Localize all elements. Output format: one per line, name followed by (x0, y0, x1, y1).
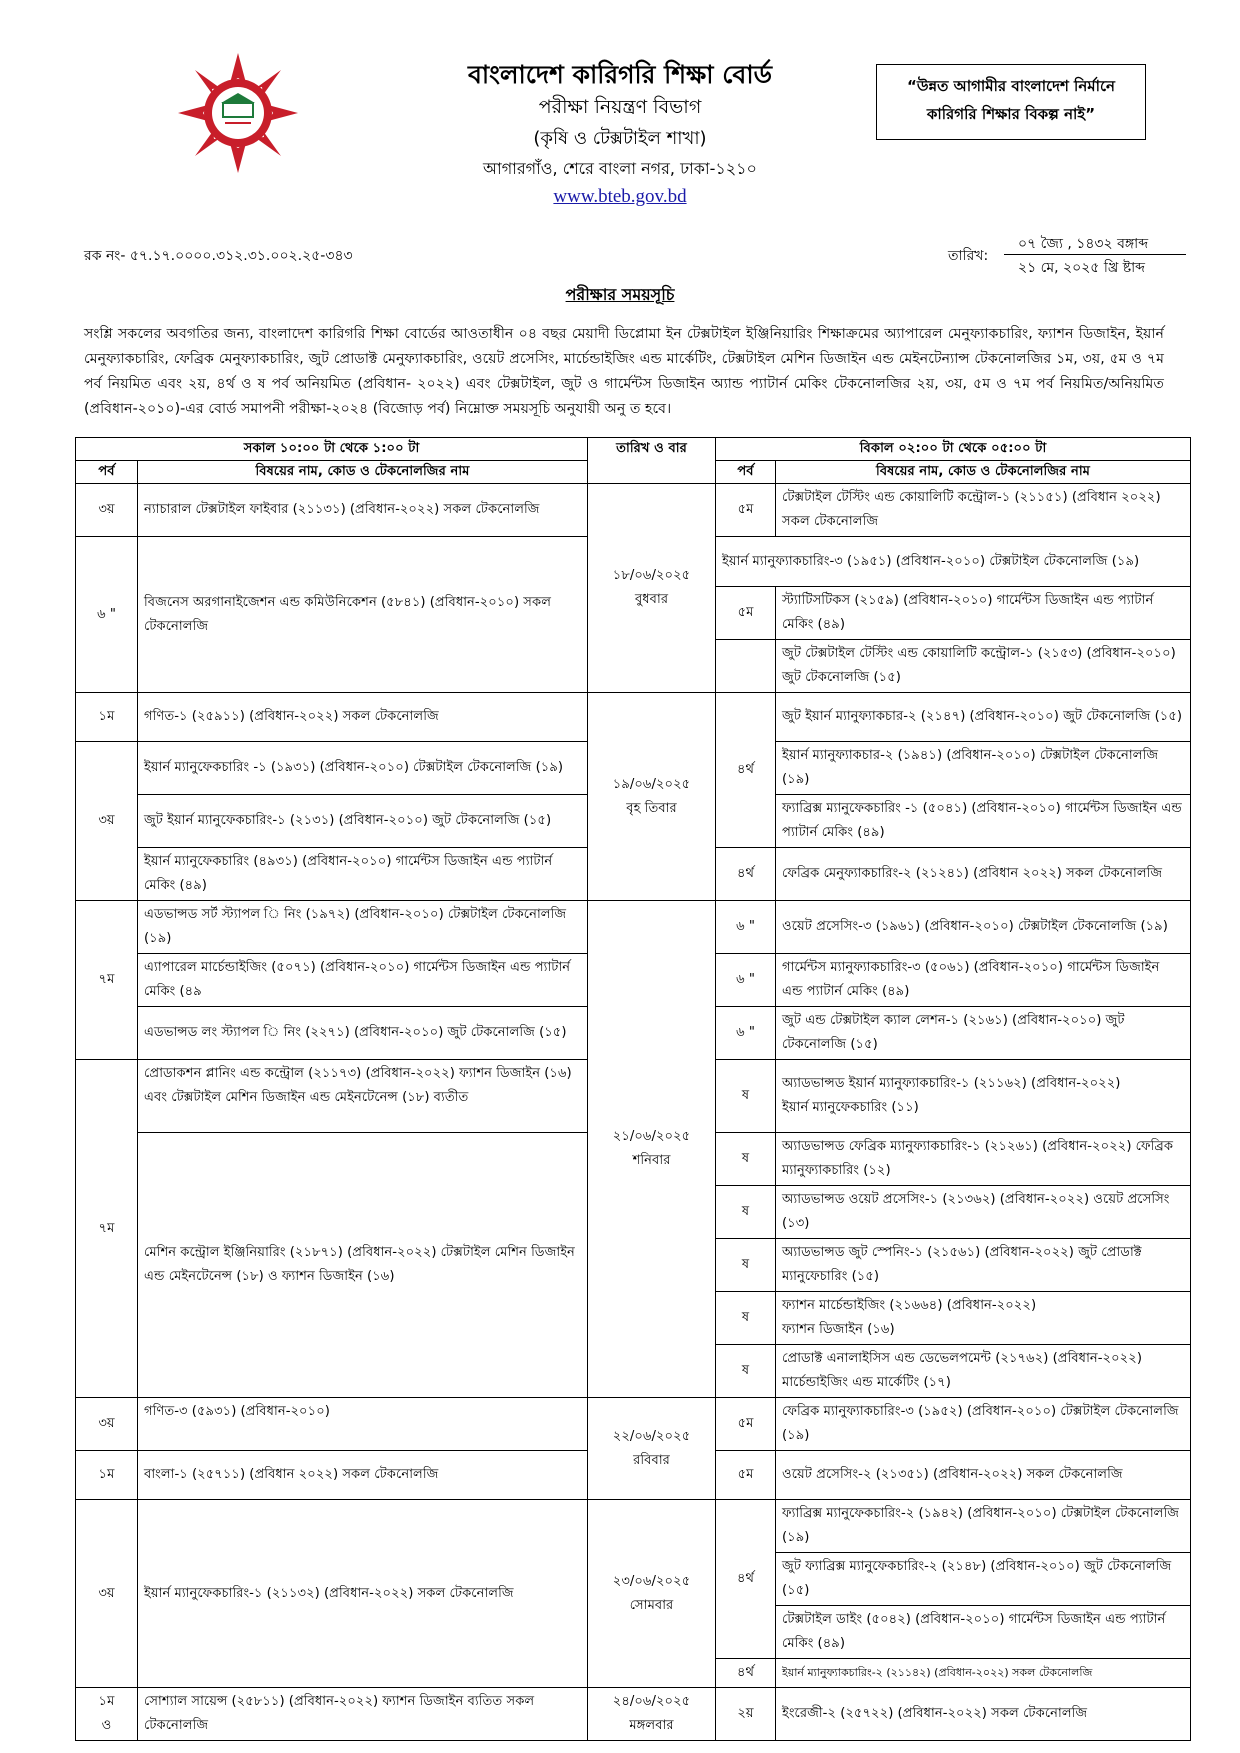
semester-cell: ৬ " (716, 954, 776, 1007)
subject-cell: প্রোডাক্ট এনালাইসিস এন্ড ডেভেলপমেন্ট (২১৭৬২) (প্রবিধান-২০২২) মার্চেন্ডাইজিং এন্ড মার্কেটিং (১৭) (776, 1345, 1191, 1398)
subject-cell: ফ্যাব্রিক্স ম্যানুফেকচারিং-২ (১৯৪২) (প্রবিধান-২০১০) টেক্সটাইল টেকনোলজি (১৯) (776, 1500, 1191, 1553)
date-bangla: ০৭ জ্যৈ , ১৪৩২ বঙ্গাব্দ (1018, 236, 1149, 252)
exam-schedule-table (75, 437, 1191, 1741)
semester-cell: ৪র্থ (716, 1500, 776, 1659)
date-label: তারিখ: (948, 248, 989, 264)
subject-cell: অ্যাডভান্সড জুট স্পেনিং-১ (২১৫৬১) (প্রবিধান-২০২২) জুট প্রোডাক্ট ম্যানুফেচারিং (১৫) (776, 1239, 1191, 1292)
subject-cell: প্রোডাকশন প্লানিং এন্ড কন্ট্রোল (২১১৭৩) (প্রবিধান-২০২২) ফ্যাশন ডিজাইন (১৬) এবং টেক্সটাইল মেশিন ডিজাইন এন্ড মেইনটেনেন্স (১৮) ব্যতীত (138, 1060, 588, 1133)
semester-cell: ষ (716, 1060, 776, 1133)
table-row (76, 484, 1191, 537)
subject-cell: ইয়ার্ন ম্যানুফেকচারিং -১ (১৯৩১) (প্রবিধান-২০১০) টেক্সটাইল টেকনোলজি (১৯) (138, 742, 588, 795)
table-row (76, 1688, 1191, 1741)
subject-cell: গার্মেন্টস ম্যানুফ্যাকচারিং-৩ (৫০৬১) (প্রবিধান-২০১০) গার্মেন্টস ডিজাইন এন্ড প্যাটার্ন মেকিং (৪৯) (776, 954, 1191, 1007)
semester-cell: ৫ম (716, 484, 776, 537)
subject-cell: ওয়েট প্রসেসিং-২ (২১৩৫১) (প্রবিধান-২০২২) সকল টেকনোলজি (776, 1451, 1191, 1500)
date-cell: ১৮/০৬/২০২৫ বুধবার (588, 484, 716, 693)
motto-line-1: “উন্নত আগামীর বাংলাদেশ নির্মানে (907, 77, 1115, 95)
semester-cell: ৫ম (716, 587, 776, 640)
semester-cell: ৫ম (716, 1398, 776, 1451)
subject-cell: টেক্সটাইল টেস্টিং এন্ড কোয়ালিটি কন্ট্রোল-১ (২১১৫১) (প্রবিধান ২০২২) সকল টেকনোলজি (776, 484, 1191, 537)
semester-cell: ১ম (76, 1451, 138, 1500)
branch-name: (কৃষি ও টেক্সটাইল শাখা) (533, 128, 707, 149)
semester-cell: ১ম (76, 693, 138, 742)
semester-cell: ৫ম (716, 1451, 776, 1500)
subject-cell: ফেব্রিক মেনুফ্যাকচারিং-২ (২১২৪১) (প্রবিধান ২০২২) সকল টেকনোলজি (776, 848, 1191, 901)
subject-cell: বিজনেস অরগানাইজেশন এন্ড কমিউনিকেশন (৫৮৪১) (প্রবিধান-২০১০) সকল টেকনোলজি (138, 537, 588, 693)
semester-cell: ৪র্থ (716, 848, 776, 901)
subject-cell: ইয়ার্ন ম্যানুফ্যাকচারিং-৩ (১৯৫১) (প্রবিধান-২০১০) টেক্সটাইল টেকনোলজি (১৯) (716, 537, 1191, 587)
date-divider (1004, 254, 1186, 255)
subject-col-header: বিষয়ের নাম, কোড ও টেকনোলজির নাম (138, 461, 588, 484)
subject-cell: টেক্সটাইল ডাইং (৫০৪২) (প্রবিধান-২০১০) গার্মেন্টস ডিজাইন এন্ড প্যাটার্ন মেকিং (৪৯) (776, 1606, 1191, 1659)
semester-cell: ৩য় (76, 1500, 138, 1688)
semester-cell: ষ (716, 1292, 776, 1345)
motto-box (876, 64, 1146, 140)
subject-cell: এ্যাপারেল মার্চেন্ডাইজিং (৫০৭১) (প্রবিধান-২০১০) গার্মেন্টস ডিজাইন এন্ড প্যাটার্ন মেকিং (৪৯ (138, 954, 588, 1007)
semester-cell: ৪র্থ (716, 1659, 776, 1688)
date-cell: ২৩/০৬/২০২৫ সোমবার (588, 1500, 716, 1688)
date-cell: ২২/০৬/২০২৫ রবিবার (588, 1398, 716, 1500)
subject-cell: অ্যাডভান্সড ইয়ার্ন ম্যানুফ্যাকচারিং-১ (২১১৬২) (প্রবিধান-২০২২) ইয়ার্ন ম্যানুফেকচারিং (১১) (776, 1060, 1191, 1133)
semester-cell: ষ (716, 1345, 776, 1398)
subject-cell: অ্যাডভান্সড ওয়েট প্রসেসিং-১ (২১৩৬২) (প্রবিধান-২০২২) ওয়েট প্রসেসিং (১৩) (776, 1186, 1191, 1239)
division-name: পরীক্ষা নিয়ন্ত্রণ বিভাগ (538, 96, 702, 118)
subject-cell: জুট এন্ড টেক্সটাইল ক্যাল লেশন-১ (২১৬১) (প্রবিধান-২০১০) জুট টেকনোলজি (১৫) (776, 1007, 1191, 1060)
subject-cell: অ্যাডভান্সড ফেব্রিক ম্যানুফ্যাকচারিং-১ (২১২৬১) (প্রবিধান-২০২২) ফেব্রিক ম্যানুফ্যাকচারিং (১২) (776, 1133, 1191, 1186)
memo-number: রক নং- ৫৭.১৭.০০০০.৩১২.৩১.০০২.২৫-৩৪৩ (84, 248, 353, 264)
date-header: তারিখ ও বার (588, 438, 716, 484)
subject-cell: জুট ইয়ার্ন ম্যানুফেকচারিং-১ (২১৩১) (প্রবিধান-২০১০) জুট টেকনোলজি (১৫) (138, 795, 588, 848)
subject-cell: ইয়ার্ন ম্যানুফ্যাকচারিং-২ (২১১৪২) (প্রবিধান-২০২২) সকল টেকনোলজি (776, 1659, 1191, 1688)
subject-cell: গণিত-৩ (৫৯৩১) (প্রবিধান-২০১০) (138, 1398, 588, 1451)
subject-cell: এডভান্সড সর্ট স্ট্যাপল ি নিং (১৯৭২) (প্রবিধান-২০১০) টেক্সটাইল টেকনোলজি (১৯) (138, 901, 588, 954)
subject-cell: ইয়ার্ন ম্যানুফেকচারিং (৪৯৩১) (প্রবিধান-২০১০) গার্মেন্টস ডিজাইন এন্ড প্যাটার্ন মেকিং (৪৯) (138, 848, 588, 901)
date-cell: ২১/০৬/২০২৫ শনিবার (588, 901, 716, 1398)
morning-header: সকাল ১০:০০ টা থেকে ১:০০ টা (76, 438, 588, 461)
subject-cell: ইয়ার্ন ম্যানুফ্যাকচার-২ (১৯৪১) (প্রবিধান-২০১০) টেক্সটাইল টেকনোলজি (১৯) (776, 742, 1191, 795)
table-row (76, 1500, 1191, 1553)
semester-cell: ৪র্থ (716, 693, 776, 848)
table-header-row (76, 438, 1191, 461)
semester-cell: ৭ম (76, 901, 138, 1060)
semester-cell: ষ (716, 1239, 776, 1292)
subject-cell: সোশ্যাল সায়েন্স (২৫৮১১) (প্রবিধান-২০২২) ফ্যাশন ডিজাইন ব্যতিত সকল টেকনোলজি (138, 1688, 588, 1741)
subject-cell: ফ্যাব্রিক্স ম্যানুফেকচারিং -১ (৫০৪১) (প্রবিধান-২০১০) গার্মেন্টস ডিজাইন এন্ড প্যাটার্ন মেকিং (৪৯) (776, 795, 1191, 848)
subject-cell: স্ট্যাটিসটিকস (২১৫৯) (প্রবিধান-২০১০) গার্মেন্টস ডিজাইন এন্ড প্যাটার্ন মেকিং (৪৯) (776, 587, 1191, 640)
semester-cell (716, 640, 776, 693)
semester-cell: ৬ " (716, 1007, 776, 1060)
semester-cell: ৩য় (76, 742, 138, 901)
subject-cell: ফেব্রিক ম্যানুফ্যাকচারিং-৩ (১৯৫২) (প্রবিধান-২০১০) টেক্সটাইল টেকনোলজি (১৯) (776, 1398, 1191, 1451)
notice-paragraph: সংশ্লি সকলের অবগতির জন্য, বাংলাদেশ কারিগরি শিক্ষা বোর্ডের আওতাধীন ০৪ বছর মেয়াদী ডিপ্লোমা ইন টেক্সটাইল ইঞ্জিনিয়ারিং শিক্ষাক্রমের অ্যাপারেল মেনুফ্যাকচারিং, ফ্যাশন ডিজাইন, ইয়ার্ন মেনুফ্যাকচারিং, ফেব্রিক মেনুফ্যাকচারিং, জুট প্রোডাক্ট মেনুফ্যাকচারিং, ওয়েট প্রসেসিং, মার্চেন্ডাইজিং এন্ড মার্কেটিং, টেক্সটাইল মেশিন ডিজাইন এন্ড মেইনটেন্যান্স টেকনোলজির ১ম, ৩য়, ৫ম ও ৭ম পর্ব নিয়মিত এবং ২য়, ৪র্থ ও ষ পর্ব অনিয়মিত (প্রবিধান- ২০২২) এবং টেক্সটাইল, জুট ও গার্মেন্টস ডিজাইন অ্যান্ড প্যাটার্ন মেকিং টেকনোলজির ২য়, ৩য়, ৫ম ও ৭ম পর্ব নিয়মিত/অনিয়মিত (প্রবিধান-২০১০)-এর বোর্ড সমাপনী পরীক্ষা-২০২৪ (বিজোড় পর্ব) নিম্নোক্ত সময়সূচি অনুযায়ী অনু ত হবে। (84, 326, 1164, 417)
semester-cell: ষ (716, 1133, 776, 1186)
date-gregorian: ২১ মে, ২০২৫ খ্রি ষ্টাব্দ (1018, 260, 1145, 276)
semester-cell: ষ (716, 1186, 776, 1239)
letterhead (400, 58, 840, 211)
subject-cell: জুট টেক্সটাইল টেস্টিং এন্ড কোয়ালিটি কন্ট্রোল-১ (২১৫৩) (প্রবিধান-২০১০) জুট টেকনোলজি (১৫) (776, 640, 1191, 693)
subject-cell: ইয়ার্ন ম্যানুফেকচারিং-১ (২১১৩২) (প্রবিধান-২০২২) সকল টেকনোলজি (138, 1500, 588, 1688)
board-name: বাংলাদেশ কারিগরি শিক্ষা বোর্ড (468, 60, 772, 89)
motto-line-2: কারিগরি শিক্ষার বিকল্প নাই” (926, 105, 1096, 123)
bteb-logo (178, 53, 298, 173)
semester-cell: ৬ " (76, 537, 138, 693)
semester-col-header: পর্ব (76, 461, 138, 484)
semester-cell: ৩য় (76, 484, 138, 537)
semester-cell: ৭ম (76, 1060, 138, 1398)
subject-cell: জুট ফ্যাব্রিক্স ম্যানুফেকচারিং-২ (২১৪৮) (প্রবিধান-২০১০) জুট টেকনোলজি (১৫) (776, 1553, 1191, 1606)
subject-cell: এডভান্সড লং স্ট্যাপল ি নিং (২২৭১) (প্রবিধান-২০১০) জুট টেকনোলজি (১৫) (138, 1007, 588, 1060)
subject-cell: ন্যাচারাল টেক্সটাইল ফাইবার (২১১৩১) (প্রবিধান-২০২২) সকল টেকনোলজি (138, 484, 588, 537)
website-link[interactable]: www.bteb.gov.bd (553, 186, 687, 207)
table-row (76, 693, 1191, 742)
subject-cell: ফ্যাশন মার্চেন্ডাইজিং (২১৬৬৪) (প্রবিধান-২০২২) ফ্যাশন ডিজাইন (১৬) (776, 1292, 1191, 1345)
semester-cell: ৬ " (716, 901, 776, 954)
subject-col-header: বিষয়ের নাম, কোড ও টেকনোলজির নাম (776, 461, 1191, 484)
subject-cell: বাংলা-১ (২৫৭১১) (প্রবিধান ২০২২) সকল টেকনোলজি (138, 1451, 588, 1500)
subject-cell: ওয়েট প্রসেসিং-৩ (১৯৬১) (প্রবিধান-২০১০) টেক্সটাইল টেকনোলজি (১৯) (776, 901, 1191, 954)
date-cell: ১৯/০৬/২০২৫ বৃহ তিবার (588, 693, 716, 901)
page-title: পরীক্ষার সময়সূচি (565, 285, 675, 304)
semester-cell: ২য় (716, 1688, 776, 1741)
semester-col-header: পর্ব (716, 461, 776, 484)
semester-cell: ১ম ও (76, 1688, 138, 1741)
afternoon-header: বিকাল ০২:০০ টা থেকে ০৫:০০ টা (716, 438, 1191, 461)
table-row (76, 1398, 1191, 1451)
address: আগারগাঁও, শেরে বাংলা নগর, ঢাকা-১২১০ (483, 159, 757, 178)
semester-cell: ৩য় (76, 1398, 138, 1451)
subject-cell: মেশিন কন্ট্রোল ইঞ্জিনিয়ারিং (২১৮৭১) (প্রবিধান-২০২২) টেক্সটাইল মেশিন ডিজাইন এন্ড মেইনটেনেন্স (১৮) ও ফ্যাশন ডিজাইন (১৬) (138, 1133, 588, 1398)
subject-cell: ইংরেজী-২ (২৫৭২২) (প্রবিধান-২০২২) সকল টেকনোলজি (776, 1688, 1191, 1741)
subject-cell: গণিত-১ (২৫৯১১) (প্রবিধান-২০২২) সকল টেকনোলজি (138, 693, 588, 742)
date-cell: ২৪/০৬/২০২৫ মঙ্গলবার (588, 1688, 716, 1741)
table-row (76, 901, 1191, 954)
subject-cell: জুট ইয়ার্ন ম্যানুফ্যাকচার-২ (২১৪৭) (প্রবিধান-২০১০) জুট টেকনোলজি (১৫) (776, 693, 1191, 742)
